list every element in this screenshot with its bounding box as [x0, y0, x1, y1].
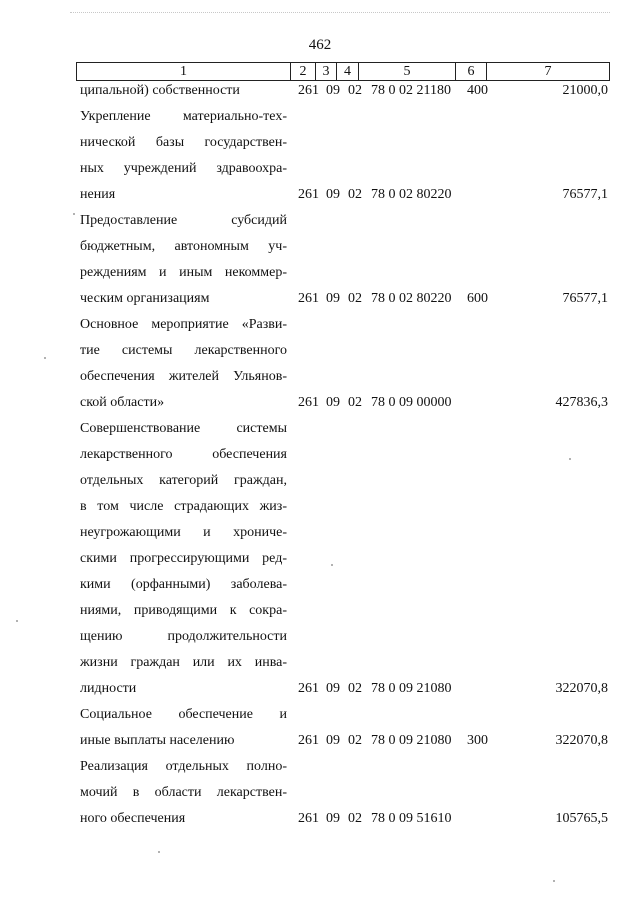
table-row	[0, 78, 640, 104]
row-expense-type: 300	[467, 733, 488, 748]
row-name-line: лекарственного обеспечения	[80, 447, 287, 462]
page-number: 462	[308, 37, 332, 53]
row-amount: 105765,5	[555, 811, 608, 826]
row-section: 09	[326, 733, 340, 748]
row-name-line: нения	[80, 187, 116, 202]
row-target-article: 78 0 02 80220	[371, 291, 452, 306]
scan-speck	[158, 851, 160, 853]
row-expense-type: 400	[467, 83, 488, 98]
scan-speck	[553, 880, 555, 882]
row-name-line: щению продолжительности	[80, 629, 287, 644]
row-name-line: ципальной) собственности	[80, 83, 240, 98]
row-code: 261	[298, 681, 319, 696]
row-name-line: мочий в области лекарствен-	[80, 785, 287, 800]
row-amount: 322070,8	[555, 681, 608, 696]
row-amount: 427836,3	[555, 395, 608, 410]
row-name-line: Реализация отдельных полно-	[80, 759, 287, 774]
row-target-article: 78 0 02 21180	[371, 83, 451, 98]
row-name-line: Основное мероприятие «Разви-	[80, 317, 287, 332]
row-name-line: неугрожающими и хрониче-	[80, 525, 287, 540]
row-section: 09	[326, 83, 340, 98]
row-amount: 76577,1	[562, 291, 608, 306]
row-section: 09	[326, 187, 340, 202]
row-name-line: нической базы государствен-	[80, 135, 287, 150]
header-col-1: 1	[77, 63, 291, 81]
row-target-article: 78 0 02 80220	[371, 187, 452, 202]
table-row	[0, 104, 640, 208]
scan-artifact-top	[70, 12, 610, 15]
row-subsection: 02	[348, 811, 362, 826]
table-row	[0, 702, 640, 754]
row-subsection: 02	[348, 733, 362, 748]
table-row	[0, 754, 640, 832]
table-row	[0, 312, 640, 416]
row-code: 261	[298, 395, 319, 410]
table-row	[0, 416, 640, 702]
row-code: 261	[298, 733, 319, 748]
header-col-2: 2	[291, 63, 316, 81]
row-name-line: ской области»	[80, 395, 165, 410]
row-name-line: Укрепление материально-тех-	[80, 109, 287, 124]
row-name-line: жизни граждан или их инва-	[80, 655, 287, 670]
row-target-article: 78 0 09 51610	[371, 811, 452, 826]
row-subsection: 02	[348, 83, 362, 98]
row-name-line: отдельных категорий граждан,	[80, 473, 287, 488]
row-name-line: Социальное обеспечение и	[80, 707, 287, 722]
header-col-7: 7	[487, 63, 610, 81]
row-name-line: лидности	[80, 681, 137, 696]
row-amount: 322070,8	[555, 733, 608, 748]
row-name-line: Предоставление субсидий	[80, 213, 287, 228]
row-target-article: 78 0 09 00000	[371, 395, 452, 410]
row-name-line: кими (орфанными) заболева-	[80, 577, 287, 592]
row-name-line: ческим организациям	[80, 291, 210, 306]
row-name-line: обеспечения жителей Ульянов-	[80, 369, 287, 384]
row-name-line: скими прогрессирующими ред-	[80, 551, 287, 566]
row-code: 261	[298, 83, 319, 98]
header-col-5: 5	[359, 63, 456, 81]
row-amount: 76577,1	[562, 187, 608, 202]
row-subsection: 02	[348, 395, 362, 410]
row-target-article: 78 0 09 21080	[371, 733, 452, 748]
row-target-article: 78 0 09 21080	[371, 681, 452, 696]
row-section: 09	[326, 681, 340, 696]
row-subsection: 02	[348, 187, 362, 202]
table-row	[0, 208, 640, 312]
header-col-3: 3	[316, 63, 337, 81]
row-name-line: иные выплаты населению	[80, 733, 235, 748]
row-name-line: в том числе страдающих жиз-	[80, 499, 287, 514]
header-col-4: 4	[337, 63, 359, 81]
row-name-line: бюджетным, автономным уч-	[80, 239, 287, 254]
row-code: 261	[298, 187, 319, 202]
row-section: 09	[326, 811, 340, 826]
row-name-line: ного обеспечения	[80, 811, 186, 826]
row-name-line: ных учреждений здравоохра-	[80, 161, 287, 176]
row-amount: 21000,0	[562, 83, 608, 98]
row-name-line: тие системы лекарственного	[80, 343, 287, 358]
row-name-line: реждениям и иным некоммер-	[80, 265, 287, 280]
row-expense-type: 600	[467, 291, 488, 306]
row-name-line: Совершенствование системы	[80, 421, 287, 436]
row-code: 261	[298, 291, 319, 306]
row-section: 09	[326, 395, 340, 410]
row-subsection: 02	[348, 681, 362, 696]
row-section: 09	[326, 291, 340, 306]
row-subsection: 02	[348, 291, 362, 306]
row-code: 261	[298, 811, 319, 826]
row-name-line: ниями, приводящими к сокра-	[80, 603, 287, 618]
header-col-6: 6	[456, 63, 487, 81]
